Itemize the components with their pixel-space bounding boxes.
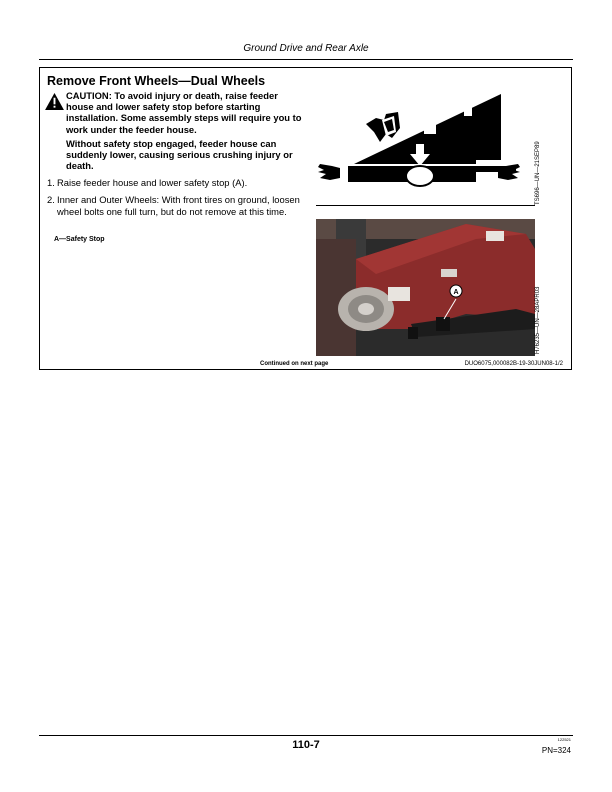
step-number: 2. [47,194,55,205]
continued-note: Continued on next page [260,361,329,367]
page-header-title: Ground Drive and Rear Axle [243,43,369,54]
footer-divider [39,735,573,736]
safety-stop-photo [316,219,535,356]
header-divider [39,59,573,60]
step-number: 1. [47,177,55,188]
photo-callout-label: A [453,289,459,296]
step-item [47,177,307,189]
footer-small-code: 122521 [557,737,571,742]
step-text: Raise feeder house and lower safety stop (A). [57,177,248,188]
crush-hazard-illustration [316,94,522,190]
step-text: Inner and Outer Wheels: With front tires on ground, loosen wheel bolts one full turn, but do not remove at this time. [57,194,300,217]
photo-code: H76235—UN—28APR03 [535,286,541,354]
step-item [47,194,307,230]
caution-text-secondary: Without safety stop engaged, feeder house can suddenly lower, causing serious crushing injury or death. [66,138,293,172]
figure-legend: A—Safety Stop [54,236,105,243]
illustration-code: TS696—UN—21SEP89 [535,141,541,205]
section-title: Remove Front Wheels—Dual Wheels [47,74,266,88]
procedure-box [39,67,572,370]
warning-triangle-icon [45,93,64,110]
illustration-divider [316,205,535,206]
page-pn: PN=324 [541,746,571,755]
document-code: DUO6075,000082B-19-30JUN08-1/2 [464,361,563,367]
page-number: 110-7 [292,739,320,751]
caution-text: CAUTION: To avoid injury or death, raise feeder house and lower safety stop before starting installation. Some assembly steps will require you to work under the feeder house. [66,90,302,135]
